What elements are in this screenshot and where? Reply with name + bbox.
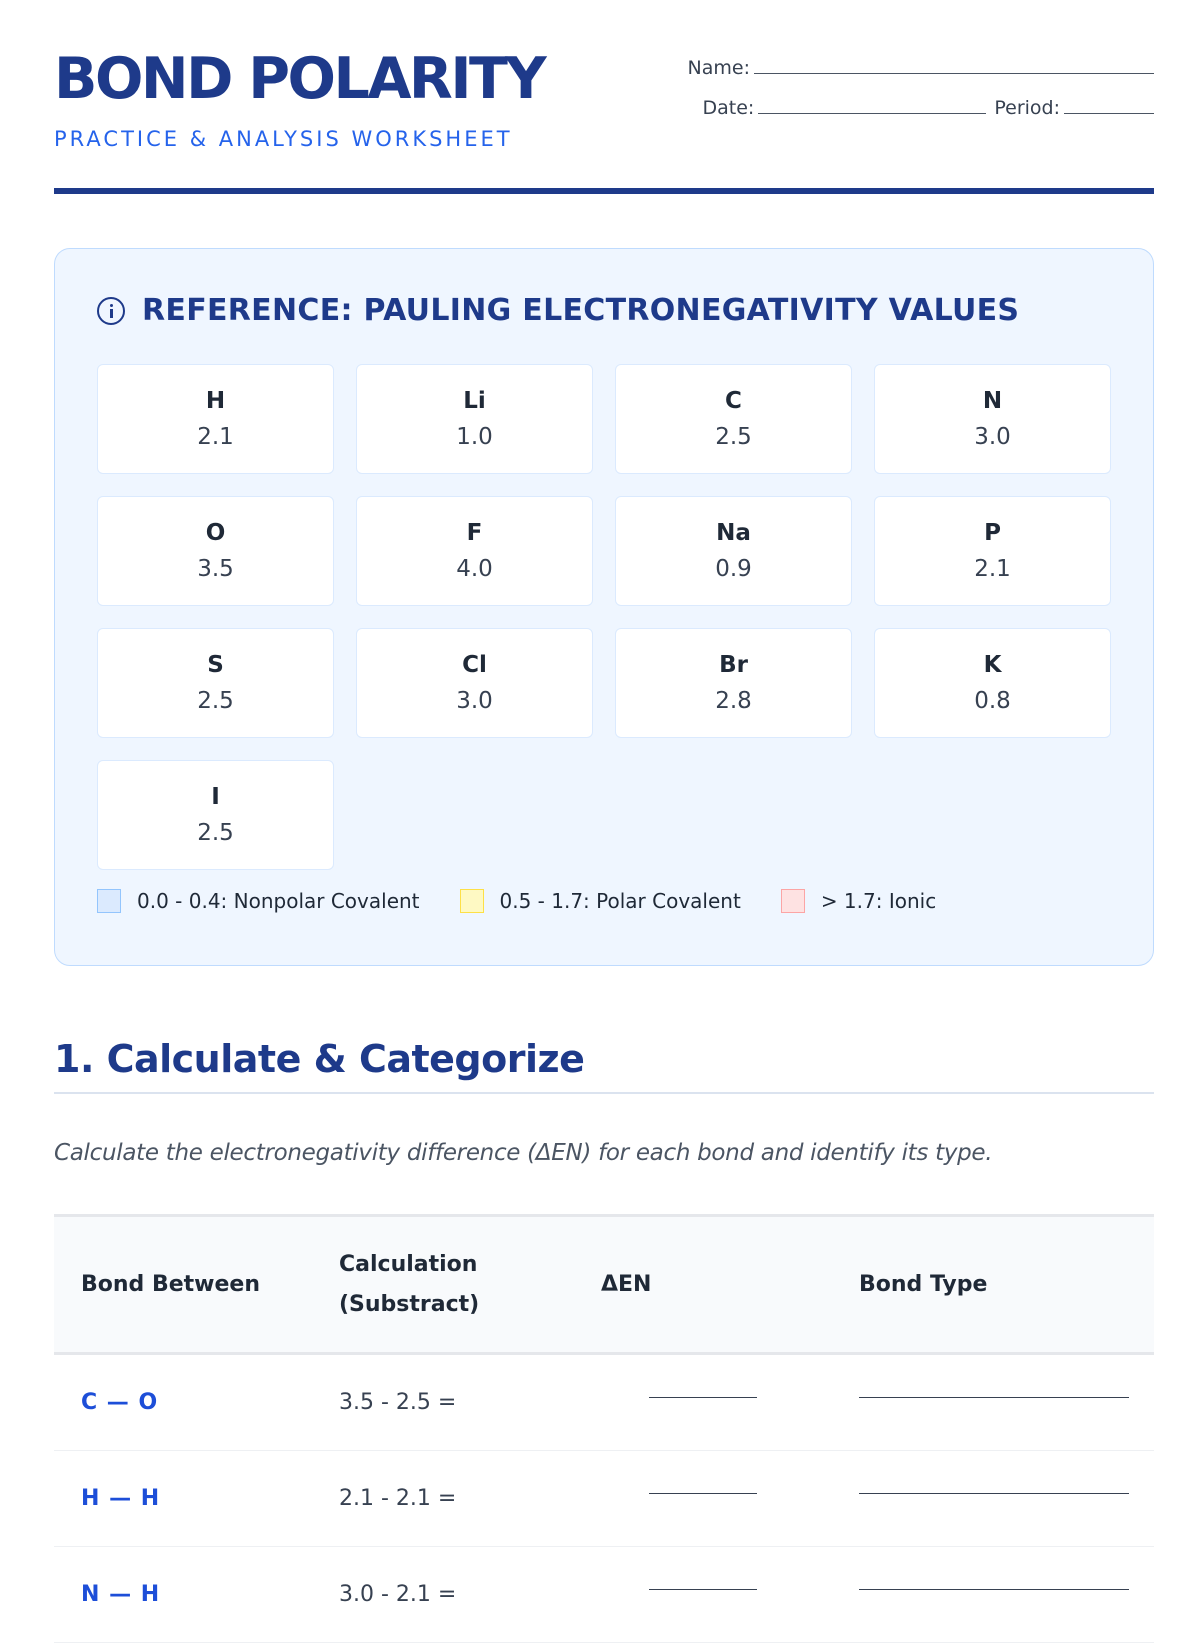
element-cell <box>97 628 334 738</box>
legend-swatch <box>781 889 805 913</box>
element-value: 4.0 <box>456 556 493 582</box>
element-symbol: O <box>205 520 226 546</box>
element-symbol: K <box>983 652 1002 678</box>
bond-pair: H — H <box>81 1486 161 1511</box>
name-field[interactable] <box>754 53 1154 74</box>
calculation: 3.5 - 2.5 = <box>339 1390 457 1415</box>
page-subtitle: PRACTICE & ANALYSIS WORKSHEET <box>54 127 513 151</box>
period-field[interactable] <box>1064 93 1154 114</box>
reference-title: REFERENCE: PAULING ELECTRONEGATIVITY VALUES <box>142 293 1020 328</box>
page-title: BOND POLARITY <box>54 46 545 112</box>
element-cell <box>356 496 593 606</box>
element-value: 2.5 <box>197 820 234 846</box>
section-title: 1. Calculate & Categorize <box>54 1037 585 1081</box>
element-value: 3.0 <box>974 424 1011 450</box>
element-symbol: Cl <box>462 652 487 678</box>
element-symbol: N <box>982 388 1003 414</box>
element-symbol: P <box>984 520 1001 546</box>
element-value: 0.9 <box>715 556 752 582</box>
column-header-calculation-line1: Calculation <box>339 1251 478 1277</box>
legend-label: 0.5 - 1.7: Polar Covalent <box>499 889 741 913</box>
element-cell <box>97 364 334 474</box>
element-symbol: Na <box>716 520 751 546</box>
element-cell <box>615 496 852 606</box>
column-header-bond-type: Bond Type <box>859 1272 988 1297</box>
info-icon <box>97 297 125 325</box>
reference-panel <box>54 248 1154 966</box>
delta-en-answer-field[interactable] <box>649 1589 757 1590</box>
element-symbol: H <box>205 388 226 414</box>
element-cell <box>356 364 593 474</box>
legend-item-ionic <box>781 889 936 913</box>
date-field[interactable] <box>758 93 986 114</box>
date-label: Date: <box>702 97 755 119</box>
element-cell <box>874 628 1111 738</box>
table-row <box>54 1451 1154 1547</box>
element-value: 2.1 <box>197 424 234 450</box>
element-symbol: F <box>466 520 483 546</box>
legend-swatch <box>460 889 484 913</box>
name-label: Name: <box>687 57 750 79</box>
header-divider <box>54 188 1154 194</box>
table-row <box>54 1547 1154 1643</box>
element-symbol: C <box>725 388 742 414</box>
bond-type-legend <box>97 889 976 913</box>
column-header-bond: Bond Between <box>81 1272 260 1297</box>
legend-label: > 1.7: Ionic <box>820 889 937 913</box>
element-value: 1.0 <box>456 424 493 450</box>
date-period-row <box>688 93 1154 119</box>
legend-item-polar <box>460 889 741 913</box>
legend-swatch <box>97 889 121 913</box>
table-header <box>54 1214 1154 1355</box>
element-cell <box>615 628 852 738</box>
element-cell <box>615 364 852 474</box>
element-cell <box>356 628 593 738</box>
bond-pair: N — H <box>81 1582 161 1607</box>
element-value: 2.1 <box>974 556 1011 582</box>
bond-type-answer-field[interactable] <box>859 1493 1129 1494</box>
element-value: 3.5 <box>197 556 234 582</box>
period-label: Period: <box>994 97 1060 119</box>
element-symbol: S <box>207 652 224 678</box>
section-divider <box>54 1092 1154 1094</box>
section-instructions: Calculate the electronegativity difference (ΔEN) for each bond and identify its type. <box>54 1140 993 1166</box>
element-value: 2.5 <box>197 688 234 714</box>
element-value: 3.0 <box>456 688 493 714</box>
element-symbol: Br <box>719 652 748 678</box>
element-value: 0.8 <box>974 688 1011 714</box>
bond-table <box>54 1214 1154 1643</box>
electronegativity-grid <box>97 364 1111 870</box>
element-value: 2.5 <box>715 424 752 450</box>
reference-heading <box>97 293 1019 328</box>
element-symbol: Li <box>463 388 486 414</box>
bond-pair: C — O <box>81 1390 159 1415</box>
legend-label: 0.0 - 0.4: Nonpolar Covalent <box>137 889 420 913</box>
element-value: 2.8 <box>715 688 752 714</box>
bond-type-answer-field[interactable] <box>859 1397 1129 1398</box>
column-header-calculation <box>339 1245 479 1325</box>
element-cell <box>97 496 334 606</box>
element-cell <box>97 760 334 870</box>
element-cell <box>874 364 1111 474</box>
student-info <box>688 53 1154 133</box>
column-header-calculation-line2: (Substract) <box>339 1291 480 1317</box>
delta-en-answer-field[interactable] <box>649 1397 757 1398</box>
name-row <box>688 53 1154 79</box>
delta-en-answer-field[interactable] <box>649 1493 757 1494</box>
table-row <box>54 1355 1154 1451</box>
calculation: 2.1 - 2.1 = <box>339 1486 457 1511</box>
legend-item-nonpolar <box>97 889 420 913</box>
element-symbol: I <box>211 784 220 810</box>
calculation: 3.0 - 2.1 = <box>339 1582 457 1607</box>
element-cell <box>874 496 1111 606</box>
bond-type-answer-field[interactable] <box>859 1589 1129 1590</box>
column-header-delta-en: ΔEN <box>601 1272 652 1297</box>
